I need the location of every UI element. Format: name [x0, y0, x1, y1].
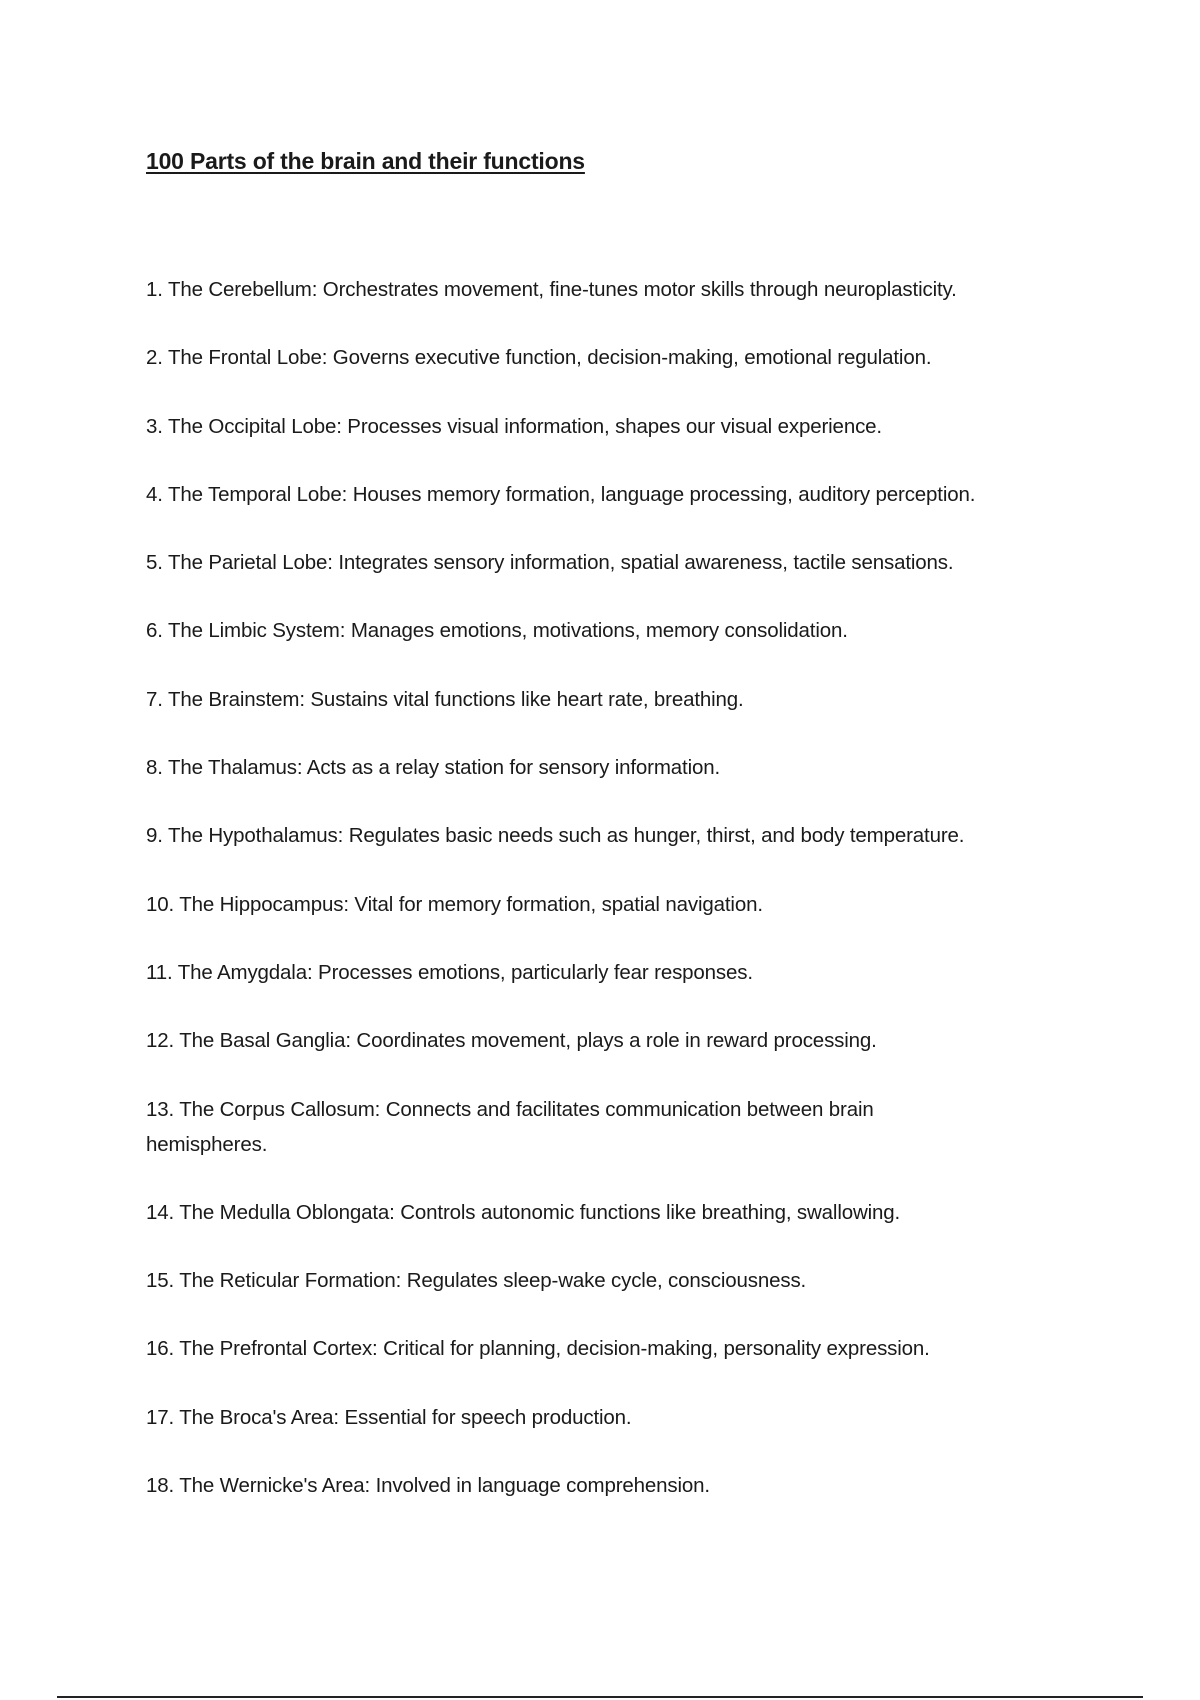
page-title: 100 Parts of the brain and their functions [146, 148, 585, 174]
brain-parts-list [146, 272, 1086, 1536]
list-item: 14. The Medulla Oblongata: Controls autonomic functions like breathing, swallowing. [146, 1200, 901, 1224]
list-item: 7. The Brainstem: Sustains vital functions like heart rate, breathing. [146, 687, 744, 711]
list-item: 11. The Amygdala: Processes emotions, particularly fear responses. [146, 960, 753, 984]
list-item: 12. The Basal Ganglia: Coordinates movement, plays a role in reward processing. [146, 1029, 877, 1053]
list-item: 9. The Hypothalamus: Regulates basic needs such as hunger, thirst, and body temperature. [146, 824, 965, 848]
list-item: 3. The Occipital Lobe: Processes visual information, shapes our visual experience. [146, 414, 882, 438]
list-item: 5. The Parietal Lobe: Integrates sensory information, spatial awareness, tactile sensations. [146, 551, 954, 575]
list-item: 13. The Corpus Callosum: Connects and facilitates communication between brain hemispheres. [146, 1097, 874, 1156]
list-item: 16. The Prefrontal Cortex: Critical for planning, decision-making, personality expression. [146, 1337, 930, 1361]
list-item: 10. The Hippocampus: Vital for memory formation, spatial navigation. [146, 892, 763, 916]
list-item: 2. The Frontal Lobe: Governs executive function, decision-making, emotional regulation. [146, 346, 932, 370]
list-item: 6. The Limbic System: Manages emotions, motivations, memory consolidation. [146, 619, 848, 643]
list-item: 15. The Reticular Formation: Regulates sleep-wake cycle, consciousness. [146, 1269, 807, 1293]
list-item: 4. The Temporal Lobe: Houses memory formation, language processing, auditory perception. [146, 482, 976, 506]
list-item: 17. The Broca's Area: Essential for speech production. [146, 1405, 632, 1429]
list-item: 8. The Thalamus: Acts as a relay station for sensory information. [146, 756, 721, 780]
list-item: 18. The Wernicke's Area: Involved in language comprehension. [146, 1474, 710, 1498]
list-item: 1. The Cerebellum: Orchestrates movement, fine-tunes motor skills through neuroplasticity. [146, 278, 957, 301]
footer-divider [57, 1696, 1143, 1698]
